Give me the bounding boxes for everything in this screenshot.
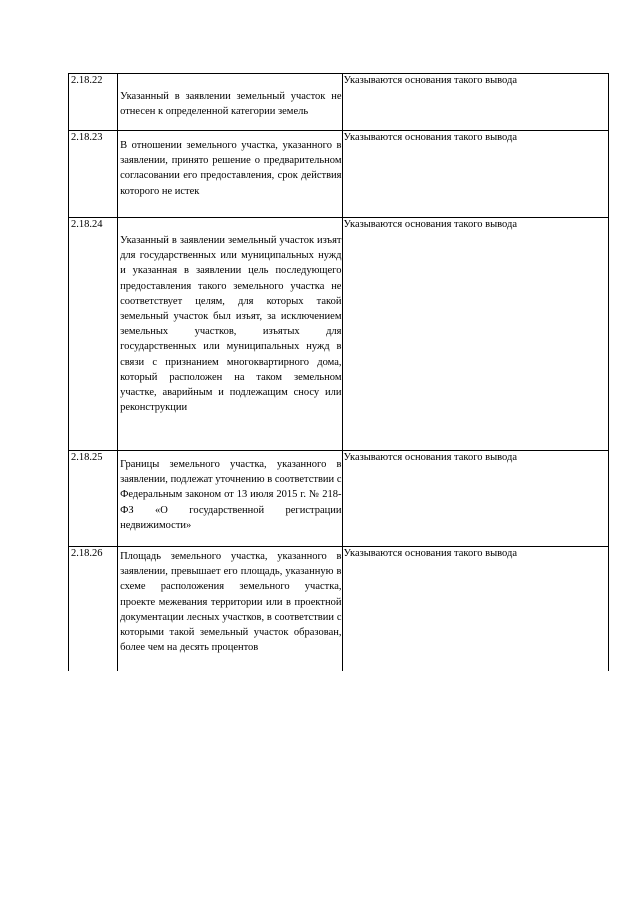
- description-cell: [118, 74, 343, 131]
- basis-cell: [343, 547, 609, 671]
- row-number: 2.18.25: [71, 452, 103, 463]
- row-description: Указанный в заявлении земельный участок не отнесен к определенной категории земель: [120, 91, 342, 118]
- basis-cell: [343, 451, 609, 547]
- basis-cell: [343, 131, 609, 218]
- table-row: [69, 547, 609, 671]
- table-row: [69, 131, 609, 218]
- basis-cell: [343, 218, 609, 451]
- row-basis: Указываются основания такого вывода: [343, 75, 517, 86]
- row-description: Площадь земельного участка, указанного в заявлении, превышает его площадь, указанную в схеме расположения земельного участка, проекте межевания территории или в проектной документации лесных участков, в соответствии с которыми такой земельный участок образован, более чем на десять процентов: [120, 551, 342, 654]
- row-basis: Указываются основания такого вывода: [343, 132, 517, 143]
- table-row: [69, 451, 609, 547]
- description-cell: [118, 547, 343, 671]
- row-number: 2.18.26: [71, 548, 103, 559]
- table-row: [69, 74, 609, 131]
- row-number-cell: [69, 218, 118, 451]
- row-description: Границы земельного участка, указанного в заявлении, подлежат уточнению в соответствии с Федеральным законом от 13 июля 2015 г. № 218-ФЗ «О государственной регистрации недвижимости»: [120, 459, 342, 531]
- description-cell: [118, 218, 343, 451]
- grounds-table: [68, 73, 609, 671]
- basis-cell: [343, 74, 609, 131]
- description-cell: [118, 451, 343, 547]
- row-basis: Указываются основания такого вывода: [343, 452, 517, 463]
- row-number: 2.18.23: [71, 132, 103, 143]
- table-row: [69, 218, 609, 451]
- row-number: 2.18.24: [71, 219, 103, 230]
- row-number-cell: [69, 547, 118, 671]
- row-description: В отношении земельного участка, указанного в заявлении, принято решение о предварительном согласовании его предоставления, срок действия которого не истек: [120, 140, 342, 197]
- row-basis: Указываются основания такого вывода: [343, 219, 517, 230]
- row-number-cell: [69, 451, 118, 547]
- row-number: 2.18.22: [71, 75, 103, 86]
- row-number-cell: [69, 74, 118, 131]
- row-description: Указанный в заявлении земельный участок изъят для государственных или муниципальных нужд и указанная в заявлении цель последующего предоставления такого земельного участка не соответствует целям, для которых такой земельный участок был изъят, за исключением земельных участков, изъятых для государственных или муниципальных нужд в связи с признанием многоквартирного дома, который расположен на таком земельном участке, аварийным и подлежащим сносу или реконструкции: [120, 235, 342, 414]
- row-number-cell: [69, 131, 118, 218]
- row-basis: Указываются основания такого вывода: [343, 548, 517, 559]
- description-cell: [118, 131, 343, 218]
